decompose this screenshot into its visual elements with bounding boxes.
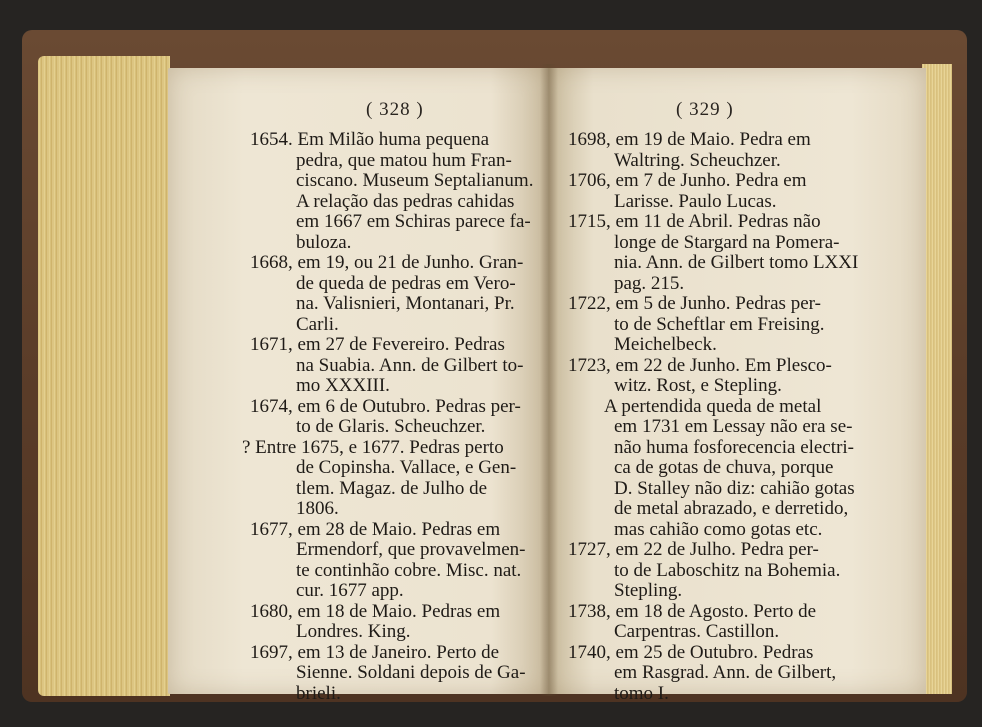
text-line: em 1667 em Schiras parece fa-: [296, 211, 531, 232]
text-line: mo XXXIII.: [296, 375, 390, 396]
text-line: mas cahião como gotas etc.: [614, 518, 823, 540]
text-line: buloza.: [296, 231, 352, 253]
page-edges-right: [922, 64, 952, 694]
text-line: pedra, que matou hum Fran-: [296, 149, 512, 171]
book-gutter: [540, 64, 558, 696]
text-line: 1697, em 13 de Janeiro. Perto de: [250, 641, 500, 663]
text-line: Stepling.: [614, 580, 683, 601]
text-line: Meichelbeck.: [614, 334, 717, 355]
text-line: Sienne. Soldani depois de Ga-: [296, 662, 526, 683]
text-line: 1674, em 6 de Outubro. Pedras per-: [250, 395, 521, 417]
right-page-text: [568, 130, 858, 704]
text-line: em Rasgrad. Ann. de Gilbert,: [614, 662, 837, 683]
text-line: 1671, em 27 de Fevereiro. Pedras: [250, 334, 505, 355]
text-line: 1706, em 7 de Junho. Pedra em: [568, 170, 807, 191]
text-line: A pertendida queda de metal: [604, 395, 822, 417]
text-line: 1668, em 19, ou 21 de Junho. Gran-: [250, 252, 524, 273]
text-line: witz. Rost, e Stepling.: [614, 375, 782, 396]
text-line: 1677, em 28 de Maio. Pedras em: [250, 518, 501, 540]
page-number-right: ( 329 ): [676, 99, 734, 120]
text-line: na. Valisnieri, Montanari, Pr.: [296, 293, 515, 314]
text-line: to de Glaris. Scheuchzer.: [296, 416, 486, 437]
text-line: ca de gotas de chuva, porque: [614, 457, 834, 478]
text-line: longe de Stargard na Pomera-: [614, 231, 840, 253]
text-line: de metal abrazado, e derretido,: [614, 498, 849, 519]
page-edges-left: [38, 56, 170, 696]
text-line: 1722, em 5 de Junho. Pedras per-: [568, 293, 821, 314]
text-line: Ermendorf, que provavelmen-: [296, 539, 526, 560]
text-line: tlem. Magaz. de Julho de: [296, 477, 488, 499]
left-page-text: [242, 129, 540, 704]
text-line: em 1731 em Lessay não era se-: [614, 416, 853, 437]
text-line: 1723, em 22 de Junho. Em Plesco-: [568, 354, 832, 376]
text-line: to de Laboschitz na Bohemia.: [614, 559, 841, 581]
text-line: 1654. Em Milão huma pequena: [250, 129, 490, 150]
text-line: Londres. King.: [296, 621, 411, 642]
text-line: 1715, em 11 de Abril. Pedras não: [568, 211, 821, 232]
text-line: 1698, em 19 de Maio. Pedra em: [568, 129, 811, 150]
text-line: to de Scheftlar em Freising.: [614, 313, 825, 335]
text-line: ? Entre 1675, e 1677. Pedras perto: [242, 436, 504, 458]
text-line: pag. 215.: [614, 272, 685, 294]
text-line: Carpentras. Castillon.: [614, 621, 780, 642]
text-line: 1740, em 25 de Outubro. Pedras: [568, 641, 814, 663]
text-line: 1806.: [296, 498, 339, 519]
text-line: Larisse. Paulo Lucas.: [614, 190, 777, 212]
text-line: na Suabia. Ann. de Gilbert to-: [296, 354, 524, 376]
text-line: 1738, em 18 de Agosto. Perto de: [568, 600, 817, 622]
text-line: 1680, em 18 de Maio. Pedras em: [250, 600, 501, 622]
text-line: ciscano. Museum Septalianum.: [296, 170, 534, 191]
text-line: te continhão cobre. Misc. nat.: [296, 559, 522, 581]
text-line: nia. Ann. de Gilbert tomo LXXI: [614, 252, 859, 273]
text-line: de queda de pedras em Vero-: [296, 272, 516, 294]
text-line: Waltring. Scheuchzer.: [614, 149, 781, 171]
text-line: A relação das pedras cahidas: [296, 190, 515, 212]
text-line: cur. 1677 app.: [296, 580, 404, 601]
text-line: tomo I.: [614, 682, 669, 704]
text-line: brieli.: [296, 682, 341, 704]
text-line: Carli.: [296, 313, 339, 335]
text-line: de Copinsha. Vallace, e Gen-: [296, 457, 517, 478]
text-line: 1727, em 22 de Julho. Pedra per-: [568, 539, 819, 560]
page-number-left: ( 328 ): [366, 99, 424, 120]
text-line: não huma fosforecencia electri-: [614, 436, 855, 458]
text-line: D. Stalley não diz: cahião gotas: [614, 477, 855, 499]
